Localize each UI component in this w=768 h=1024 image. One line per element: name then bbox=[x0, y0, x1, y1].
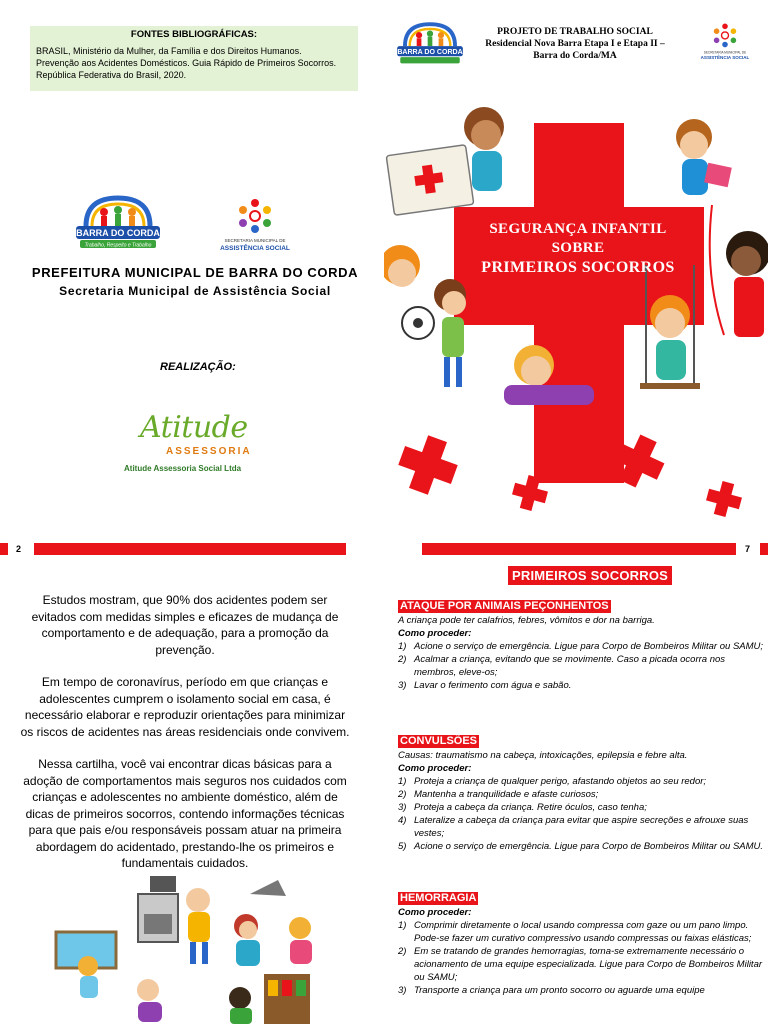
home-accidents-illustration bbox=[50, 870, 322, 1024]
stove-icon bbox=[138, 894, 178, 942]
prefeitura-title: PREFEITURA MUNICIPAL DE BARRA DO CORDA bbox=[31, 265, 359, 280]
bibliography-line: BRASIL, Ministério da Mulher, da Família e dos Direitos Humanos. bbox=[36, 46, 302, 56]
assistencia-social-logo-small bbox=[690, 18, 760, 64]
logo-line2: ASSISTÊNCIA SOCIAL bbox=[700, 55, 750, 61]
child-figure bbox=[676, 119, 732, 195]
section-how-label: Como proceder: bbox=[398, 763, 472, 774]
iron-icon bbox=[250, 880, 286, 896]
step-item: 5) Acione o serviço de emergência. Ligue para Corpo de Bombeiros Militar ou SAMU. bbox=[398, 841, 764, 852]
section-venomous-animals bbox=[398, 600, 768, 692]
cover-title-line: SOBRE bbox=[551, 240, 605, 256]
atitude-logo-sub: ASSESSORIA bbox=[166, 446, 252, 457]
section-heading: CONVULSÕES bbox=[400, 735, 478, 747]
logo-name: BARRA DO CORDA bbox=[397, 48, 463, 56]
section-heading: HEMORRAGIA bbox=[400, 892, 477, 904]
soccer-ball-icon bbox=[402, 307, 434, 339]
section-convulsions bbox=[398, 735, 768, 853]
section-heading: ATAQUE POR ANIMAIS PEÇONHENTOS bbox=[400, 600, 609, 612]
step-list bbox=[398, 919, 768, 997]
step-item: 2) Mantenha a tranquilidade e afaste curiosos; bbox=[398, 789, 599, 800]
project-line: PROJETO DE TRABALHO SOCIAL bbox=[497, 27, 653, 37]
cover-illustration bbox=[384, 95, 768, 525]
atitude-logo-foot: Atitude Assessoria Social Ltda bbox=[124, 464, 242, 473]
intro-paragraph: Nessa cartilha, você vai encontrar dicas básicas para a adoção de comportamentos mais seguros nos cuidados com crianças e adolescentes no ambiente doméstico, além de dicas de primeiros socorros, contendo informações técnicas para que pais e/ou responsáveis possam atuar na primeira abordagem do acidentado, prestando-lhe os primeiros e fundamentais cuidados. bbox=[23, 757, 347, 870]
child-figure bbox=[78, 956, 98, 998]
child-figure bbox=[234, 914, 260, 966]
logo-line1: SECRETARIA MUNICIPAL DE bbox=[224, 238, 286, 243]
divider-bar bbox=[422, 543, 736, 555]
divider-bar bbox=[34, 543, 346, 555]
barra-do-corda-logo-small bbox=[394, 18, 466, 68]
page-number: 7 bbox=[745, 544, 751, 554]
logo-name: BARRA DO CORDA bbox=[76, 228, 160, 238]
realizacao-label: REALIZAÇÃO: bbox=[160, 361, 236, 373]
step-item: 4) Lateralize a cabeça da criança para evitar que aspire secreções e afrouxe suas vestes; bbox=[398, 815, 749, 839]
project-line: Barra do Corda/MA bbox=[533, 51, 617, 61]
bibliography-title: FONTES BIBLIOGRÁFICAS: bbox=[130, 29, 258, 40]
child-figure bbox=[710, 205, 768, 337]
section-cause: Causas: traumatismo na cabeça, intoxicações, epilepsia e febre alta. bbox=[398, 750, 688, 761]
child-figure bbox=[186, 888, 210, 964]
intro-text bbox=[20, 592, 350, 872]
divider-bar bbox=[0, 543, 8, 555]
divider-bar bbox=[760, 543, 768, 555]
shelf-icon bbox=[264, 974, 310, 1024]
first-aid-sign bbox=[386, 145, 474, 216]
section-how-label: Como proceder: bbox=[398, 628, 472, 639]
step-list bbox=[398, 775, 768, 853]
step-item: 2) Em se tratando de grandes hemorragias, torna-se extremamente necessário o acionamento de uma equipe especializada. Ligue para Corpo de Bombeiros Militar ou SAMU; bbox=[398, 946, 763, 983]
intro-paragraph: Em tempo de coronavírus, período em que crianças e adolescentes cumprem o isolamento social em casa, é necessário elaborar e reproduzir orientações para minimizar os riscos de acidentes nas áreas residenciais onde convivem. bbox=[20, 675, 350, 739]
step-list bbox=[398, 640, 768, 692]
intro-paragraph: Estudos mostram, que 90% dos acidentes podem ser evitados com medidas simples e eficazes de mudança de comportamento e de adequação, para a promoção da prevenção. bbox=[31, 593, 339, 657]
child-figure bbox=[289, 917, 312, 964]
page-number: 2 bbox=[16, 544, 22, 554]
step-item: 2) Acalmar a criança, evitando que se movimente. Caso a picada ocorra nos membros, eleve-os; bbox=[398, 654, 726, 678]
section-how-label: Como proceder: bbox=[398, 907, 472, 918]
step-item: 3) Lavar o ferimento com água e sabão. bbox=[398, 680, 572, 691]
cover-title-line: SEGURANÇA INFANTIL bbox=[489, 221, 667, 237]
bibliography-line: República Federativa do Brasil, 2020. bbox=[36, 70, 187, 80]
step-item: 1) Comprimir diretamente o local usando compressa com gaze ou um pano limpo. Pode-se fazer um curativo compressivo usando compressas ou faixas elásticas; bbox=[398, 920, 752, 944]
step-item: 1) Acione o serviço de emergência. Ligue para Corpo de Bombeiros Militar ou SAMU; bbox=[398, 641, 764, 652]
child-figure bbox=[384, 245, 420, 287]
cover-title bbox=[478, 220, 678, 277]
barra-do-corda-logo bbox=[72, 192, 164, 252]
child-figure bbox=[229, 987, 252, 1024]
step-item: 3) Transporte a criança para um pronto socorro ou aguarde uma equipe bbox=[398, 985, 705, 996]
assistencia-social-logo bbox=[205, 194, 305, 254]
logo-line1: SECRETARIA MUNICIPAL DE bbox=[703, 50, 747, 55]
cross-decoration-icon bbox=[392, 429, 464, 501]
cross-decoration-icon bbox=[703, 478, 745, 520]
logo-line2: ASSISTÊNCIA SOCIAL bbox=[220, 245, 290, 252]
bibliography-line: Prevenção aos Acidentes Domésticos. Guia Rápido de Primeiros Socorros. bbox=[36, 58, 337, 68]
project-line: Residencial Nova Barra Etapa I e Etapa II – bbox=[485, 39, 665, 49]
pot-icon bbox=[150, 876, 176, 892]
atitude-logo-word: Atitude bbox=[140, 410, 248, 445]
project-header bbox=[470, 26, 680, 62]
secretaria-subtitle: Secretaria Municipal de Assistência Social bbox=[59, 284, 331, 298]
first-aid-title: PRIMEIROS SOCORROS bbox=[508, 566, 672, 585]
child-figure bbox=[434, 279, 466, 387]
step-item: 1) Proteja a criança de qualquer perigo, afastando objetos ao seu redor; bbox=[398, 776, 707, 787]
section-hemorrhage bbox=[398, 892, 768, 997]
cover-title-line: PRIMEIROS SOCORROS bbox=[481, 259, 675, 276]
section-cause: A criança pode ter calafrios, febres, vômitos e dor na barriga. bbox=[398, 615, 655, 626]
bibliography-box bbox=[30, 26, 358, 91]
child-figure bbox=[137, 979, 162, 1022]
step-item: 3) Proteja a cabeça da criança. Retire óculos, caso tenha; bbox=[398, 802, 647, 813]
logo-tagline: Trabalho, Respeito e Trabalho bbox=[84, 242, 152, 249]
